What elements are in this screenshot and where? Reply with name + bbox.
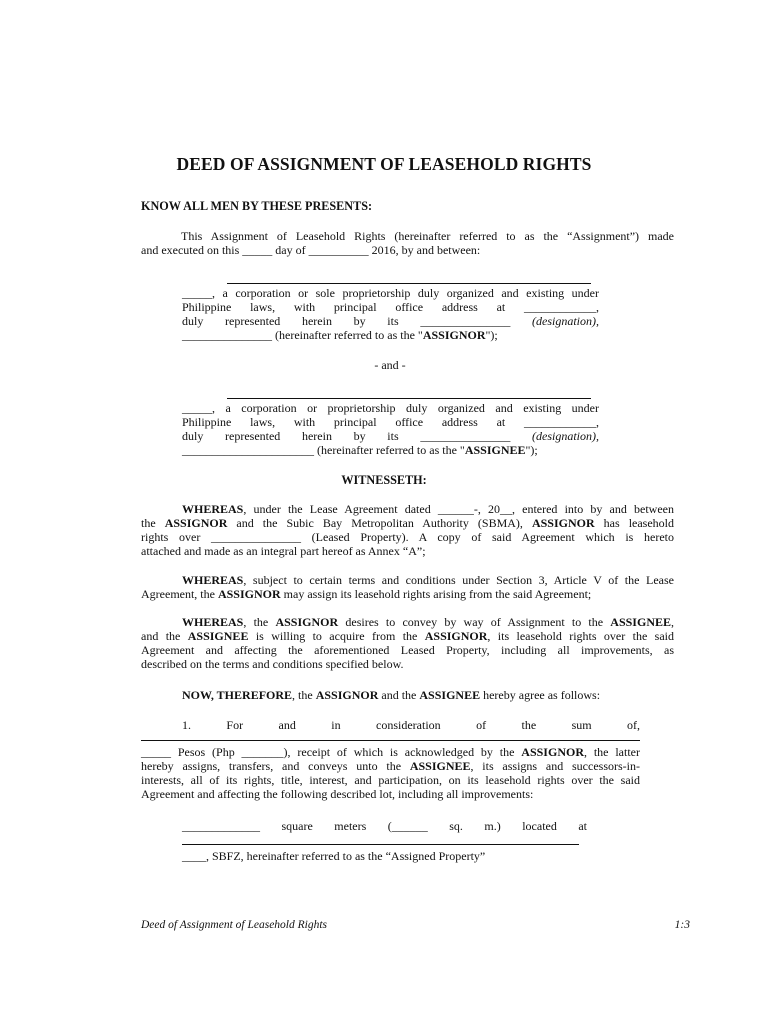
assignee-name-line (227, 398, 591, 399)
witnesseth-heading: WITNESSETH: (341, 473, 427, 487)
assignor-line-1: _____, a corporation or sole proprietorship duly organized and existing under (182, 286, 599, 300)
footer-page-number: 1:3 (674, 919, 690, 931)
assignor-name-line (227, 283, 591, 284)
assignor-line-2: Philippine laws, with principal office address at ____________, (182, 300, 599, 314)
intro-paragraph (141, 229, 674, 257)
now-therefore-paragraph: NOW, THEREFORE, the ASSIGNOR and the ASSIGNEE hereby agree as follows: (182, 688, 601, 702)
intro-line-1: This Assignment of Leasehold Rights (hereinafter referred to as the “Assignment”) made (181, 229, 674, 243)
assignee-block (182, 401, 599, 457)
footer-document-name: Deed of Assignment of Leasehold Rights (141, 919, 328, 931)
assignor-line-3: duly represented herein by its _______________ (designation), (182, 314, 599, 328)
whereas-paragraph-1: WHEREAS, under the Lease Agreement dated ______-, 20__, entered into by and between the ASSIGNOR and the Subic Bay Metropolitan Authority (SBMA), ASSIGNOR has leasehold rights over _______________ (Leased Property). A copy of said Agreement which is hereto attached and made as an integral part hereof as Annex “A”; (141, 502, 675, 558)
lot-location-line (182, 844, 579, 845)
clause-1-paragraph: _____ Pesos (Php _______), receipt of which is acknowledged by the ASSIGNOR, the latter hereby assigns, transfers, and conveys unto the ASSIGNEE, its assigns and successors-in- interests, all of its rights, title, interest, and participation, on its leasehold rights over the said Agreement and affecting the following described lot, including all improvements: (141, 745, 640, 801)
document-title: DEED OF ASSIGNMENT OF LEASEHOLD RIGHTS (176, 154, 592, 174)
assignee-line-4: ______________________ (hereinafter referred to as the "ASSIGNEE"); (182, 443, 538, 457)
intro-line-2: and executed on this _____ day of __________ 2016, by and between: (141, 243, 481, 257)
lot-assigned-property: ____, SBFZ, hereinafter referred to as the “Assigned Property” (182, 849, 486, 863)
assignee-line-3: duly represented herein by its _______________ (designation), (182, 429, 599, 443)
assignor-line-4: _______________ (hereinafter referred to as the "ASSIGNOR"); (182, 328, 498, 342)
clause-1-amount-line (141, 740, 640, 741)
whereas-paragraph-3: WHEREAS, the ASSIGNOR desires to convey by way of Assignment to the ASSIGNEE, and the ASSIGNEE is willing to acquire from the ASSIGNOR, its leasehold rights over the said Agreement and affecting the aforementioned Leased Property, including all improvements, as described on the terms and conditions specified below. (141, 615, 674, 671)
whereas-paragraph-2: WHEREAS, subject to certain terms and conditions under Section 3, Article V of the Lease Agreement, the ASSIGNOR may assign its leasehold rights arising from the said Agreement; (141, 573, 674, 601)
lot-description: _____________ square meters (______ sq. m.) located at (182, 819, 587, 833)
know-all-heading: KNOW ALL MEN BY THESE PRESENTS: (141, 199, 373, 213)
clause-1-lead: 1. For and in consideration of the sum of, (182, 718, 640, 732)
assignee-line-1: _____, a corporation or proprietorship duly organized and existing under (182, 401, 599, 415)
assignor-block (182, 286, 599, 342)
and-separator: - and - (374, 358, 406, 372)
assignee-line-2: Philippine laws, with principal office address at ____________, (182, 415, 599, 429)
